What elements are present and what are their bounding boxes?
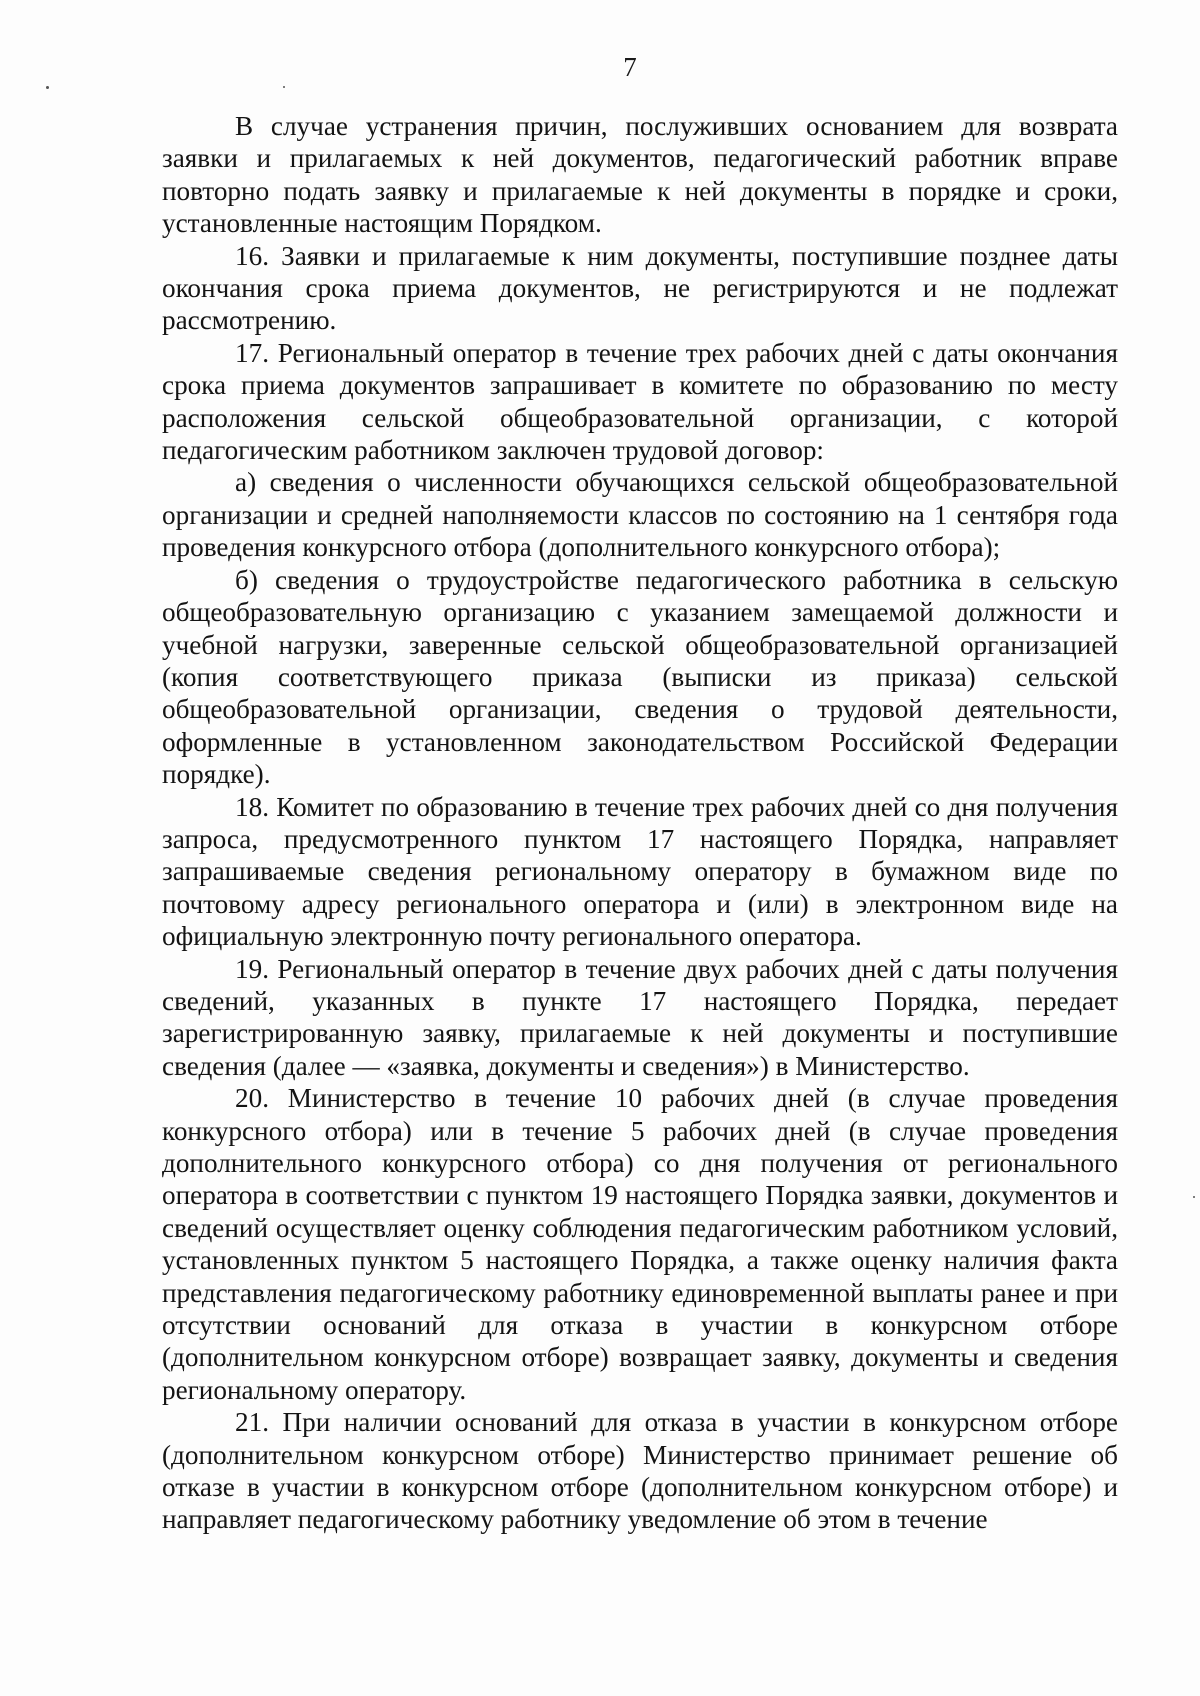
- paragraph-return-continuation: В случае устранения причин, послуживших основанием для возврата заявки и прилагаемых к ней документов, педагогический работник вправе повторно подать заявку и прилагаемые к ней документы в порядке и сроки, установленные настоящим Порядком.: [162, 111, 1118, 239]
- paragraph-17-b: б) сведения о трудоустройстве педагогического работника в сельскую общеобразовательную организацию с указанием замещаемой должности и учебной нагрузки, заверенные сельской общеобразовательной организацией (копия соответствующего приказа (выписки из приказа) сельской общеобразовательной организации, сведения о трудовой деятельности, оформленные в установленном законодательством Российской Федерации порядке).: [162, 564, 1118, 790]
- paragraph-18: 18. Комитет по образованию в течение трех рабочих дней со дня получения запроса, предусмотренного пунктом 17 настоящего Порядка, направляет запрашиваемые сведения региональному оператору в бумажном виде по почтовому адресу регионального оператора и (или) в электронном виде на официальную электронную почту регионального оператора.: [162, 791, 1118, 952]
- paragraph-16: 16. Заявки и прилагаемые к ним документы, поступившие позднее даты окончания срока приема документов, не регистрируются и не подлежат рассмотрению.: [162, 240, 1118, 336]
- scan-speck: [1193, 1196, 1195, 1198]
- paragraph-19: 19. Региональный оператор в течение двух рабочих дней с даты получения сведений, указанных в пункте 17 настоящего Порядка, передает зарегистрированную заявку, прилагаемые к ней документы и поступившие сведения (далее — «заявка, документы и сведения») в Министерство.: [162, 953, 1118, 1081]
- paragraph-17-a: а) сведения о численности обучающихся сельской общеобразовательной организации и средней наполняемости классов по состоянию на 1 сентября года проведения конкурсного отбора (дополнительного конкурсного отбора);: [162, 467, 1118, 563]
- paragraph-20: 20. Министерство в течение 10 рабочих дней (в случае проведения конкурсного отбора) или в течение 5 рабочих дней (в случае проведения дополнительного конкурсного отбора) со дня получения от регионального оператора в соответствии с пунктом 19 настоящего Порядка заявки, документов и сведений осуществляет оценку соблюдения педагогическим работником условий, установленных пунктом 5 настоящего Порядка, а также оценку наличия факта представления педагогическому работнику единовременной выплаты ранее и при отсутствии оснований для отказа в участии в конкурсном отборе (дополнительном конкурсном отборе) возвращает заявку, документы и сведения региональному оператору.: [162, 1083, 1118, 1405]
- document-body: [162, 110, 1118, 1536]
- page-number: 7: [623, 52, 637, 82]
- paragraph-21: 21. При наличии оснований для отказа в участии в конкурсном отборе (дополнительном конкурсном отборе) Министерство принимает решение об отказе в участии в конкурсном отборе (дополнительном конкурсном отборе) и направляет педагогическому работнику уведомление об этом в течение: [162, 1407, 1118, 1535]
- paragraph-17: 17. Региональный оператор в течение трех рабочих дней с даты окончания срока приема документов запрашивает в комитете по образованию по месту расположения сельской общеобразовательной организации, с которой педагогическим работником заключен трудовой договор:: [162, 337, 1118, 466]
- scan-speck: [46, 86, 49, 89]
- scan-speck: [283, 86, 285, 88]
